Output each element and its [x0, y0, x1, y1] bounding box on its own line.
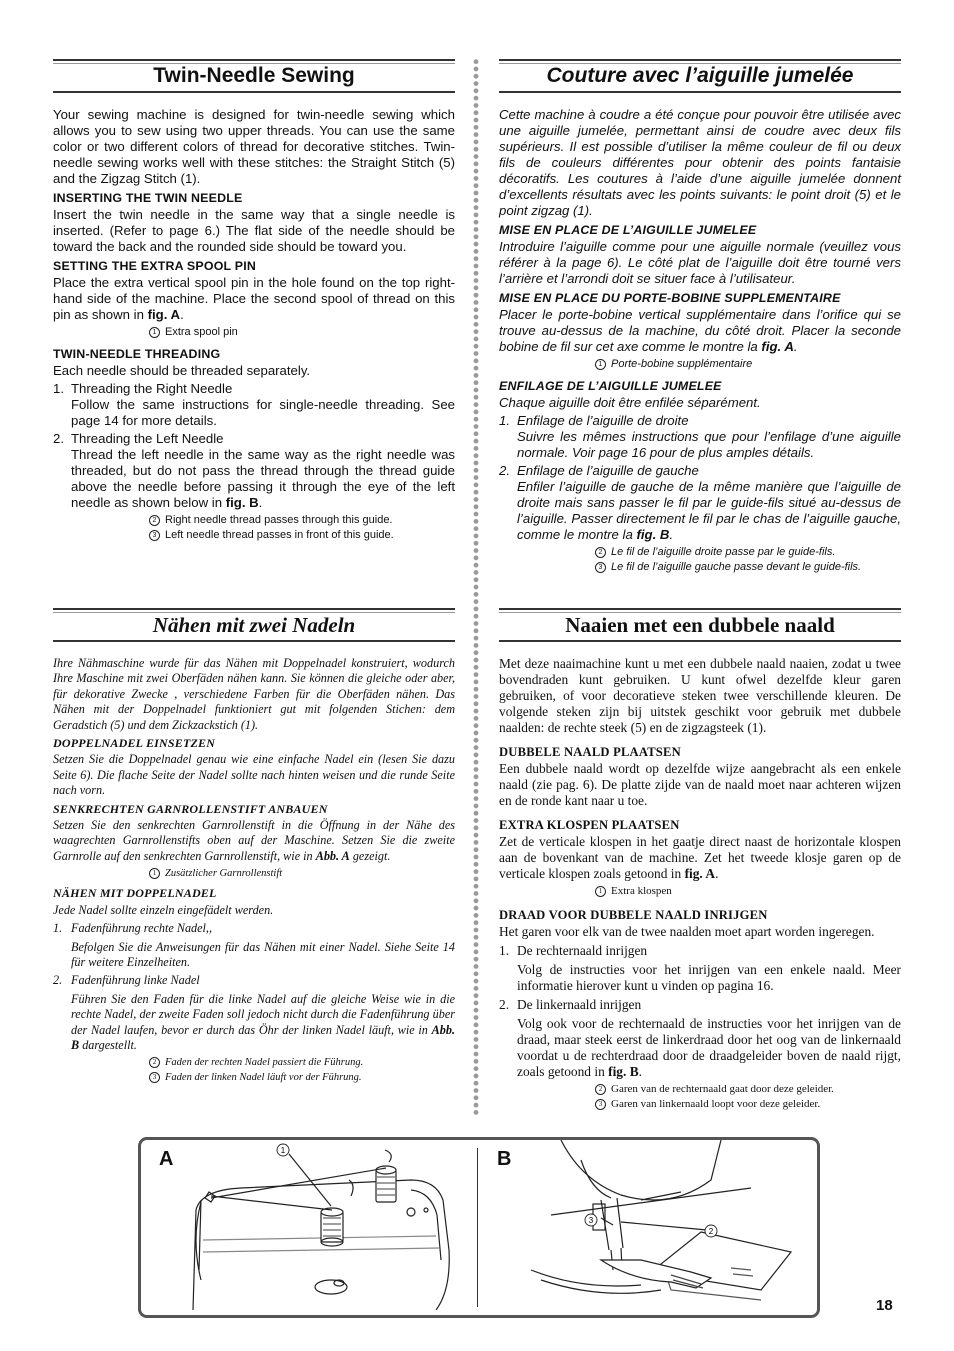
section-dutch — [499, 608, 901, 1112]
paragraph: Place the extra vertical spool pin in the hole found on the top right-hand side of the machine. Place the second spool of thread on this pin as shown in fig. A. — [53, 275, 455, 322]
sewing-machine-top-illustration — [181, 1140, 471, 1310]
callout-number-icon: 3 — [595, 1099, 606, 1110]
paragraph: Each needle should be threaded separately. — [53, 363, 311, 378]
callout-note: 2 Garen van de rechternaald gaat door deze geleider. — [595, 1082, 901, 1097]
callout-note: 1 Zusätzlicher Garnrollenstift — [149, 866, 455, 881]
intro-paragraph: Your sewing machine is designed for twin-needle sewing which allows you to sew using two upper threads. You can use the same color or two different colors of thread for decorative stitches. Twin-needle sewing works well with these stitches: the Straight Stitch (5) and the Zigzag Stitch (1). — [53, 107, 455, 186]
subheading: MISE EN PLACE DU PORTE-BOBINE SUPPLEMENTAIRE — [499, 291, 841, 305]
subheading: DOPPELNADEL EINSETZEN — [53, 736, 216, 751]
list-item: 1. De rechternaald inrijgen — [499, 943, 648, 958]
callout-number-icon: 3 — [149, 1072, 160, 1083]
list-item: 2. Fadenführung linke Nadel — [53, 973, 200, 988]
paragraph: Het garen voor elk van de twee naalden moet apart worden ingeregen. — [499, 924, 875, 939]
callout-number-icon: 2 — [595, 547, 606, 558]
paragraph: Placer le porte-bobine vertical supplémentaire dans l’orifice qui se trouve au-dessus de la machine, du côté droit. Placer la seconde bobine de fil sur cet axe comme le montre la fig. A. — [499, 307, 901, 354]
callout-number-icon: 3 — [149, 530, 160, 541]
callout-note: 3 Left needle thread passes in front of this guide. — [149, 528, 455, 543]
list-item-body: Enfiler l’aiguille de gauche de la même manière que l’aiguille de droite mais sans passer le fil par le guide-fils situé au-dessus de l’aiguille. Passer directement le fil par le chas de l’aiguille gauche, comme le montre la fig. B. — [517, 479, 901, 542]
intro-paragraph: Ihre Nähmaschine wurde für das Nähen mit Doppelnadel konstruiert, wodurch Ihre Maschine mit zwei Oberfäden nähen kann. Sie können die gleiche oder aber, für dekorative Zwecke , verschiedene Farben für die Oberfäden nähen. Das Nähen mit der Doppelnadel funktioniert gut mit folgenden Stichen: dem Geradstich (5) und dem Zickzackstich (1). — [53, 656, 455, 732]
callout-note: 3 Garen van linkernaald loopt voor deze geleider. — [595, 1097, 901, 1112]
section-header — [53, 59, 455, 93]
callout-2-marker — [705, 1225, 717, 1237]
section-title: Twin-Needle Sewing — [153, 64, 355, 87]
subheading: TWIN-NEEDLE THREADING — [53, 347, 221, 361]
figure-reference: fig. A — [147, 307, 181, 322]
subheading: INSERTING THE TWIN NEEDLE — [53, 191, 243, 205]
list-item: 2. De linkernaald inrijgen — [499, 997, 642, 1012]
figure-reference: fig. A — [761, 339, 794, 354]
paragraph: Zet de verticale klospen in het gaatje direct naast de horizontale klospen aan de bovenkant van de machine. Zet het tweede klosje garen op de verticale klospen zoals getoond in fig. A. — [499, 834, 901, 881]
list-item: 1. Fadenführung rechte Nadel,, — [53, 921, 213, 936]
callout-note: 3 Faden der linken Nadel läuft vor der Führung. — [149, 1070, 455, 1085]
list-item: 2. Enfilage de l’aiguille de gauche — [499, 463, 699, 478]
subheading: DUBBELE NAALD PLAATSEN — [499, 745, 681, 759]
callout-note: 1 Extra spool pin — [149, 325, 455, 340]
section-german — [53, 608, 455, 1085]
subheading: EXTRA KLOSPEN PLAATSEN — [499, 818, 680, 832]
figure-reference: fig. A — [684, 866, 716, 881]
figure-label-a: A — [159, 1148, 174, 1170]
svg-text:2: 2 — [708, 1227, 714, 1236]
callout-number-icon: 1 — [595, 359, 606, 370]
callout-number-icon: 2 — [149, 515, 160, 526]
section-title: Couture avec l’aiguille jumelée — [546, 64, 854, 87]
section-english — [53, 59, 455, 543]
list-item-body: Volg de instructies voor het inrijgen van een enkele naald. Meer informatie hierover kunt u vinden op pagina 16. — [517, 962, 901, 993]
callout-number-icon: 1 — [595, 886, 606, 897]
subheading: ENFILAGE DE L’AIGUILLE JUMELEE — [499, 379, 722, 393]
paragraph: Insert the twin needle in the same way that a single needle is inserted. (Refer to page 6.) The flat side of the needle should be toward the back and the rounded side should be toward you. — [53, 207, 455, 254]
paragraph: Een dubbele naald wordt op dezelfde wijze aangebracht als een enkele naald (zie pag. 6). De platte zijde van de naald moet naar achteren wijzen en de ronde kant naar u toe. — [499, 761, 901, 808]
list-item-body: Thread the left needle in the same way as the right needle was threaded, but do not pass the thread through the thread guide above the needle before passing it through the eye of the left needle as shown below in fig. B. — [71, 447, 455, 510]
callout-note: 2 Faden der rechten Nadel passiert die Führung. — [149, 1055, 455, 1070]
subheading: SENKRECHTEN GARNROLLENSTIFT ANBAUEN — [53, 801, 328, 816]
list-item-body: Befolgen Sie die Anweisungen für das Nähen mit einer Nadel. Siehe Seite 14 für weitere Einzelheiten. — [71, 939, 455, 969]
subheading: MISE EN PLACE DE L’AIGUILLE JUMELEE — [499, 223, 757, 237]
figure-reference: fig. B — [225, 495, 259, 510]
figure-reference: fig. B — [608, 1064, 639, 1079]
paragraph: Setzen Sie den senkrechten Garnrollenstift in die Öffnung in der Nähe des waagrechten Garnrollenstifts oben auf der Maschine. Setzen Sie die zweite Garnrolle auf den senkrechten Garnrollenstift, wie in Abb. A gezeigt. — [53, 818, 455, 863]
list-item: 1. Enfilage de l’aiguille de droite — [499, 413, 689, 428]
callout-number-icon: 1 — [149, 327, 160, 338]
section-header — [499, 59, 901, 93]
intro-paragraph: Met deze naaimachine kunt u met een dubbele naald naaien, zodat u twee bovendraden kunt gebruiken. U kunt ofwel dezelfde kleur garen gebruiken, of voor decoratieve steken twee verschillende kleuren. De volgende steken zijn bij uitstek geschikt voor gebruik met dubbele naalden: de rechte steek (5) en de zigzagsteek (1). — [499, 656, 901, 735]
paragraph: Introduire l’aiguille comme pour une aiguille normale (veuillez vous référer à la page 6). Le côté plat de l’aiguille doit être tourné vers l’arrière et l’arrondi doit se situer face à l’utilisateur. — [499, 239, 901, 286]
figure-box — [138, 1137, 820, 1318]
figure-reference: fig. B — [636, 527, 670, 542]
section-title: Naaien met een dubbele naald — [565, 613, 835, 637]
list-item-body: Führen Sie den Faden für die linke Nadel auf die gleiche Weise wie in die rechte Nadel, der zweite Faden soll jedoch nicht durch die Fadenführung über der Nadel laufen, bevor er durch das Öhr der linken Nadel läuft, wie in Abb. B dargestellt. — [71, 991, 455, 1052]
callout-number-icon: 2 — [149, 1057, 160, 1068]
paragraph: Setzen Sie die Doppelnadel genau wie eine einfache Nadel ein (lesen Sie dazu Seite 6). Die flache Seite der Nadel sollte nach hinten weisen und die runde Seite nach vorn. — [53, 752, 455, 798]
page-number: 18 — [876, 1297, 893, 1314]
figure-divider — [477, 1148, 478, 1307]
paragraph: Jede Nadel sollte einzeln eingefädelt werden. — [53, 902, 274, 917]
callout-number-icon: 2 — [595, 1084, 606, 1095]
list-item: 2. Threading the Left Needle — [53, 431, 224, 446]
list-item: 1. Threading the Right Needle — [53, 381, 233, 396]
svg-text:3: 3 — [588, 1216, 594, 1225]
callout-3-marker — [585, 1214, 597, 1226]
list-item-body: Suivre les mêmes instructions que pour l’enfilage d’une aiguille normale. Voir page 16 pour de plus amples détails. — [517, 429, 901, 460]
section-header — [53, 608, 455, 642]
subheading: SETTING THE EXTRA SPOOL PIN — [53, 259, 256, 273]
callout-number-icon: 3 — [595, 562, 606, 573]
figure-label-b: B — [497, 1148, 512, 1170]
figure-reference: Abb. B — [71, 1022, 455, 1052]
callout-number-icon: 1 — [149, 868, 160, 879]
callout-note: 1 Extra klospen — [595, 884, 901, 899]
figure-reference: Abb. A — [315, 848, 350, 863]
callout-note: 2 Right needle thread passes through this guide. — [149, 513, 455, 528]
subheading: NÄHEN MIT DOPPELNADEL — [53, 886, 217, 901]
list-item-body: Volg ook voor de rechternaald de instructies voor het inrijgen van de draad, maar steek eerst de linkerdraad door het oog van de linkernaald voordat u de rechterdraad door de draadgeleider boven de naald rijgt, zoals getoond in fig. B. — [517, 1016, 901, 1079]
callout-1-marker — [277, 1144, 289, 1156]
list-item-body: Follow the same instructions for single-needle threading. See page 14 for more details. — [71, 397, 455, 428]
subheading: DRAAD VOOR DUBBELE NAALD INRIJGEN — [499, 908, 768, 922]
column-divider — [473, 58, 479, 1116]
svg-text:1: 1 — [280, 1146, 286, 1155]
callout-note: 2 Le fil de l’aiguille droite passe par le guide-fils. — [595, 545, 901, 560]
section-french — [499, 59, 901, 575]
intro-paragraph: Cette machine à coudre a été conçue pour pouvoir être utilisée avec une aiguille jumelée, permettant ainsi de coudre avec deux fils supérieurs. Il est possible d’utiliser la même couleur de fil ou deux fils de couleurs différentes pour obtenir des points fantaisie décoratifs. Les coutures à l’aide d’une aiguille jumelée donnent d’excellents résultats avec les points suivants: le point droit (5) et le point zigzag (1). — [499, 107, 901, 218]
section-title: Nähen mit zwei Nadeln — [152, 613, 356, 637]
paragraph: Chaque aiguille doit être enfilée séparément. — [499, 395, 761, 410]
callout-note: 1 Porte-bobine supplémentaire — [595, 357, 901, 372]
callout-note: 3 Le fil de l’aiguille gauche passe devant le guide-fils. — [595, 560, 901, 575]
section-header — [499, 608, 901, 642]
presser-foot-illustration — [521, 1140, 811, 1310]
